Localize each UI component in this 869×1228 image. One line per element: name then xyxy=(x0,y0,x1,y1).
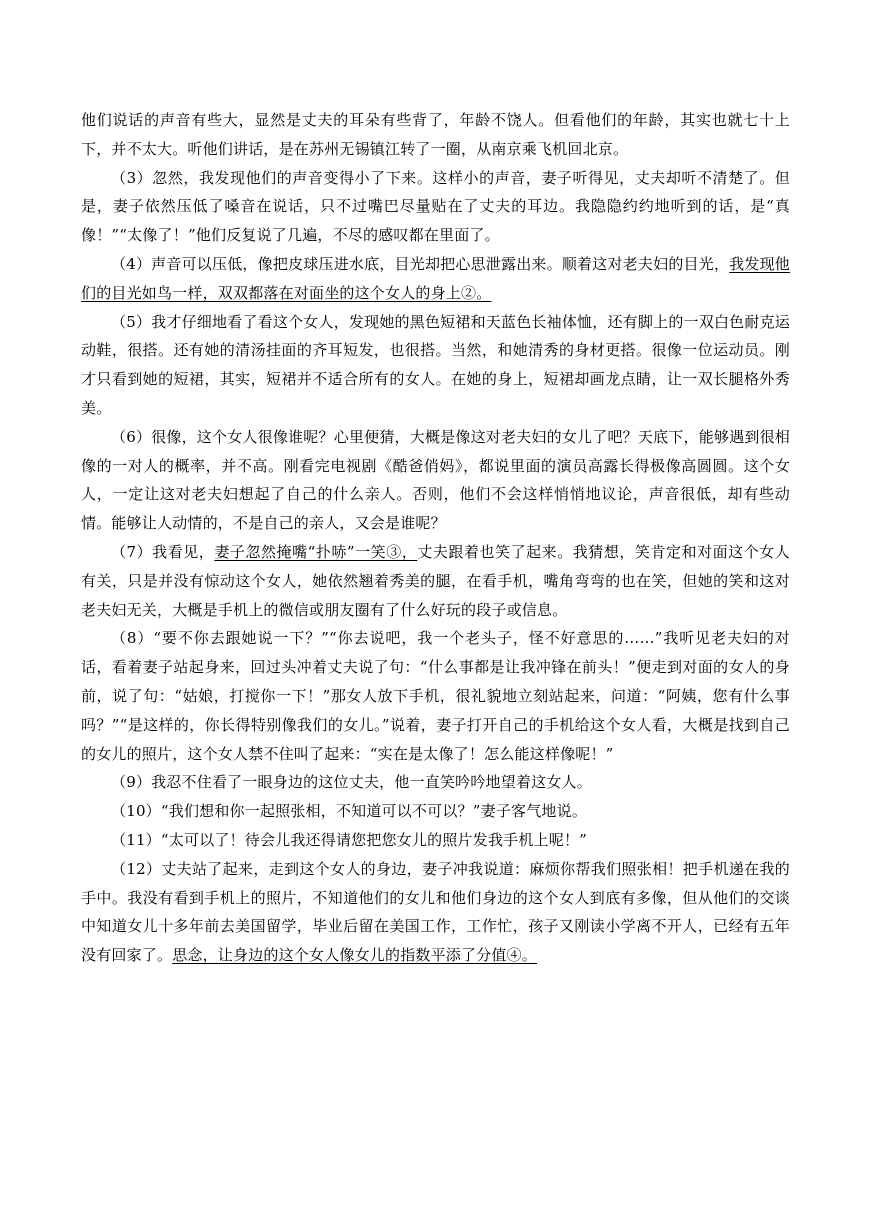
paragraph-7 xyxy=(81,538,790,624)
paragraph-text: （8）“要不你去跟她说一下？”“你去说吧，我一个老头子，怪不好意思的……”我听见老夫妇的对话，看着妻子站起身来，回过头冲着丈夫说了句：“什么事都是让我冲锋在前头！”便走到对面的女人的身前，说了句：“姑娘，打搅你一下！”那女人放下手机，很礼貌地立刻站起来，问道：“阿姨，您有什么事吗？”“是这样的，你长得特别像我们的女儿。”说着，妻子打开自己的手机给这个女人看，大概是找到自己的女儿的照片，这个女人禁不住叫了起来：“实在是太像了！怎么能这样像呢！” xyxy=(81,629,790,763)
paragraph-intro xyxy=(81,106,790,164)
paragraph-text: （12）丈夫站了起来，走到这个女人的身边，妻子冲我说道：麻烦你帮我们照张相！把手机递在我的手中。我没有看到手机上的照片，不知道他们的女儿和他们身边的这个女人到底有多像，但从他们的交谈中知道女儿十多年前去美国留学，毕业后留在美国工作，工作忙，孩子又刚读小学离不开人，已经有五年没有回家了。 xyxy=(81,859,790,965)
paragraph-6 xyxy=(81,423,790,538)
underlined-sentence-2: 我发现他们的目光如鸟一样，双双都落在对面坐的这个女人的身上②。 xyxy=(81,254,790,302)
paragraph-12 xyxy=(81,855,790,970)
paragraph-text: （4）声音可以压低，像把皮球压进水底，目光却把心思泄露出来。顺着这对老夫妇的目光， xyxy=(111,254,730,273)
paragraph-text: （11）“太可以了！待会儿我还得请您把您女儿的照片发我手机上呢！” xyxy=(111,830,588,849)
paragraph-text: （3）忽然，我发现他们的声音变得小了下来。这样小的声音，妻子听得见，丈夫却听不清楚了。但是，妻子依然压低了嗓音在说话，只不过嘴巴尽量贴在了丈夫的耳边。我隐隐约约地听到的话，是“真像！”“太像了！”他们反复说了几遍，不尽的感叹都在里面了。 xyxy=(81,168,790,245)
paragraph-4 xyxy=(81,250,790,308)
paragraph-text: （7）我看见， xyxy=(111,542,215,561)
paragraph-3 xyxy=(81,164,790,250)
paragraph-text: （9）我忍不住看了一眼身边的这位丈夫，他一直笑吟吟地望着这女人。 xyxy=(111,773,592,792)
paragraph-11 xyxy=(81,826,790,855)
document-page xyxy=(81,106,790,970)
underlined-sentence-3: 妻子忽然掩嘴“扑哧”一笑③， xyxy=(214,542,418,561)
paragraph-9 xyxy=(81,768,790,797)
paragraph-10 xyxy=(81,797,790,826)
paragraph-8 xyxy=(81,624,790,768)
underlined-sentence-4: 思念，让身边的这个女人像女儿的指数平添了分值④。 xyxy=(172,946,538,965)
paragraph-text: （5）我才仔细地看了看这个女人，发现她的黑色短裙和天蓝色长袖体恤，还有脚上的一双白色耐克运动鞋，很搭。还有她的清汤挂面的齐耳短发，也很搭。当然，和她清秀的身材更搭。很像一位运动员。刚才只看到她的短裙，其实，短裙并不适合所有的女人。在她的身上，短裙却画龙点睛，让一双长腿格外秀美。 xyxy=(81,312,790,417)
paragraph-text: 他们说话的声音有些大，显然是丈夫的耳朵有些背了，年龄不饶人。但看他们的年龄，其实也就七十上下，并不太大。听他们讲话，是在苏州无锡镇江转了一圈，从南京乘飞机回北京。 xyxy=(81,111,790,158)
paragraph-5 xyxy=(81,308,790,423)
paragraph-text: （6）很像，这个女人很像谁呢？心里便猜，大概是像这对老夫妇的女儿了吧？天底下，能够遇到很相像的一对人的概率，并不高。刚看完电视剧《酷爸俏妈》，都说里面的演员高露长得极像高圆圆。这个女人，一定让这对老夫妇想起了自己的什么亲人。否则，他们不会这样悄悄地议论，声音很低，却有些动情。能够让人动情的，不是自己的亲人，又会是谁呢？ xyxy=(81,427,790,533)
paragraph-text: 丈夫跟着也笑了起来。我猜想，笑肯定和对面这个女人有关，只是并没有惊动这个女人，她依然翘着秀美的腿，在看手机，嘴角弯弯的也在笑，但她的笑和这对老夫妇无关，大概是手机上的微信或朋友圈有了什么好玩的段子或信息。 xyxy=(81,542,791,619)
paragraph-text: （10）“我们想和你一起照张相，不知道可以不可以？”妻子客气地说。 xyxy=(111,802,588,821)
